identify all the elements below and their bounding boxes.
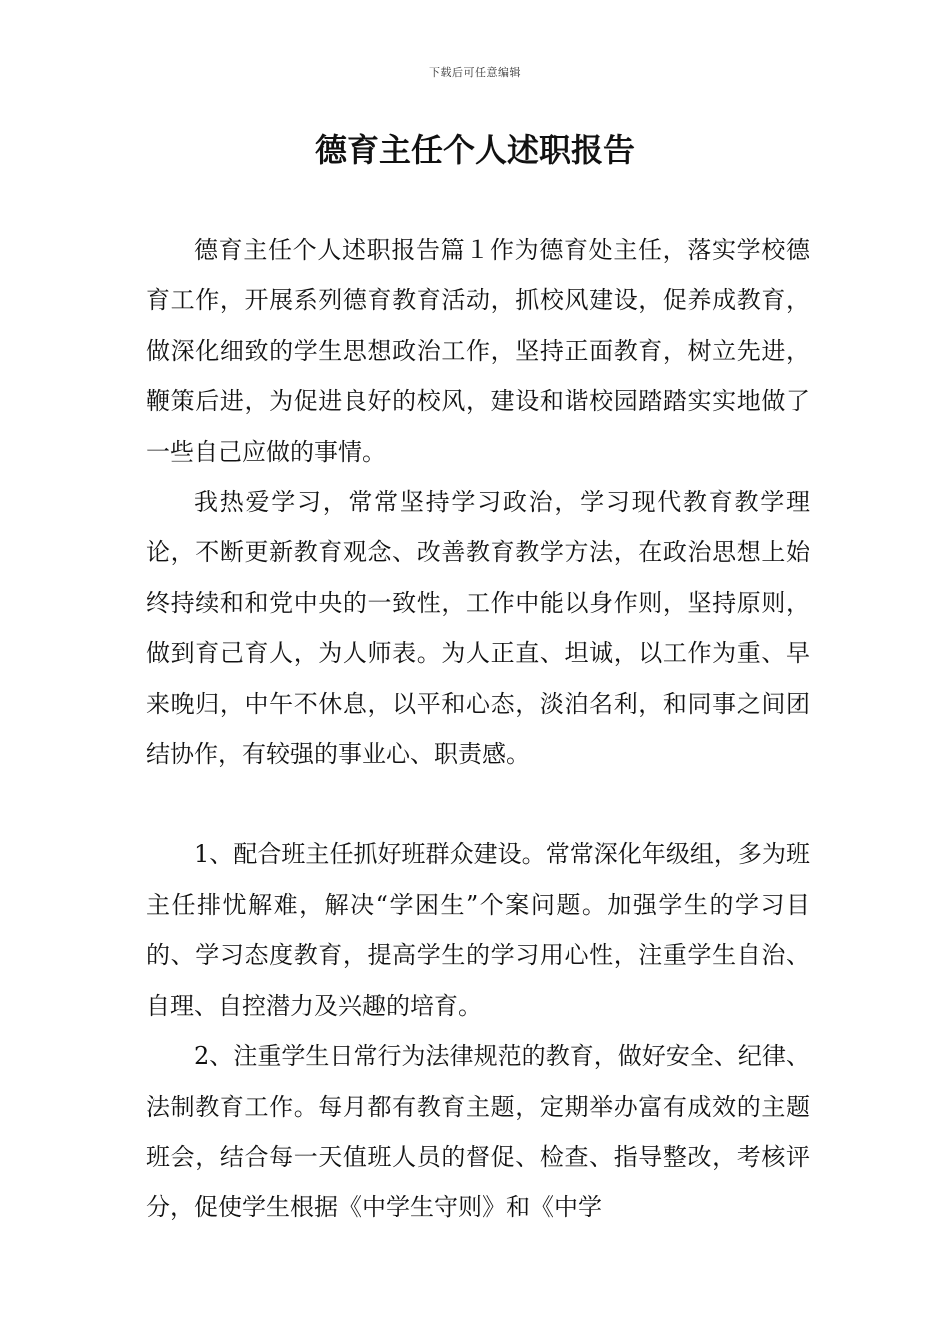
paragraph-study: 我热爱学习，常常坚持学习政治，学习现代教育教学理论，不断更新教育观念、改善教育教学方法，在政治思想上始终持续和和党中央的一致性，工作中能以身作则，坚持原则，做到育己育人，为人师表。为人正直、坦诚，以工作为重、早来晚归，中午不休息，以平和心态，淡泊名利，和同事之间团结协作，有较强的事业心、职责感。	[146, 488, 810, 769]
paragraph-intro: 德育主任个人述职报告篇１作为德育处主任，落实学校德育工作，开展系列德育教育活动，抓校风建设，促养成教育，做深化细致的学生思想政治工作，坚持正面教育，树立先进，鞭策后进，为促进良好的校风，建设和谐校园踏踏实实地做了一些自己应做的事情。	[146, 236, 810, 466]
document-title: 德育主任个人述职报告	[314, 131, 635, 169]
paragraph-item-1: 1、配合班主任抓好班群众建设。常常深化年级组，多为班主任排忧解难，解决“学困生”个案问题。加强学生的学习目的、学习态度教育，提高学生的学习用心性，注重学生自治、自理、自控潜力及兴趣的培育。	[146, 840, 810, 1020]
paragraph-item-2: 2、注重学生日常行为法律规范的教育，做好安全、纪律、法制教育工作。每月都有教育主题，定期举办富有成效的主题班会，结合每一天值班人员的督促、检查、指导整改，考核评分，促使学生根据《中学生守则》和《中学	[146, 1042, 810, 1222]
document-body	[146, 225, 810, 1233]
header-note: 下载后可任意编辑	[429, 66, 521, 79]
paragraph-spacer	[146, 779, 810, 829]
